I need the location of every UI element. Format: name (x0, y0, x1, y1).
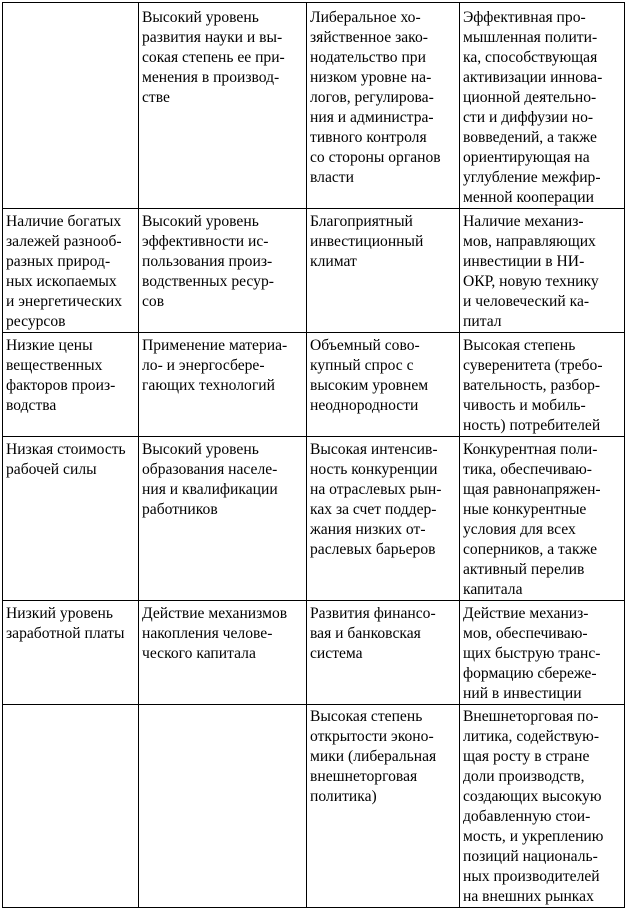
table-cell: Либеральное хо- зяйственное зако- нодательство при низком уровне на- логов, регулирова- ния и администра- тивного контроля со стороны органов власти (307, 3, 460, 209)
table-cell: Применение материа- ло- и энергосбере- гающих технологий (139, 333, 307, 437)
table-cell: Высокая интенсив- ность конкуренции на отраслевых рын- ках за счет поддер- жания низких от- раслевых барьеров (307, 437, 460, 601)
table-cell: Высокий уровень развития науки и вы- сокая степень ее при- менения в производ- стве (139, 3, 307, 209)
table-cell (3, 3, 139, 209)
table-row (3, 333, 625, 437)
table-row (3, 209, 625, 333)
table-cell: Низкие цены вещественных факторов произ- водства (3, 333, 139, 437)
table-cell: Высокая степень суверенитета (требо- вательность, разбор- чивость и мобиль- ность) потребителей (460, 333, 625, 437)
table-cell: Наличие механиз- мов, направляющих инвестиции в НИ- ОКР, новую технику и человеческий ка- питал (460, 209, 625, 333)
table-cell: Благоприятный инвестиционный климат (307, 209, 460, 333)
table-row (3, 3, 625, 209)
table-cell: Внешнеторговая по- литика, содействую- щая росту в стране доли производств, создающих высокую добавленную стои- мость, и укреплению позиций националь- ных производителей на внешних рынках (460, 705, 625, 908)
table-cell: Действие механиз- мов, обеспечиваю- щих быструю транс- формацию сбереже- ний в инвестиции (460, 601, 625, 705)
table-row (3, 601, 625, 705)
competitiveness-factors-table (2, 2, 625, 908)
table-cell (3, 705, 139, 908)
table-cell: Развития финансо- вая и банковская система (307, 601, 460, 705)
table-cell: Высокий уровень эффективности ис- пользования произ- водственных ресур- сов (139, 209, 307, 333)
table-cell: Высокий уровень образования населе- ния и квалификации работников (139, 437, 307, 601)
table-cell (139, 705, 307, 908)
table-cell: Наличие богатых залежей разнооб- разных природ- ных ископаемых и энергетических ресурсов (3, 209, 139, 333)
table-row (3, 705, 625, 908)
table-cell: Низкий уровень заработной платы (3, 601, 139, 705)
table-cell: Эффективная про- мышленная полити- ка, способствующая активизации иннова- ционной деятельно- сти и диффузии но- вовведений, а также ориентирующая на углубление межфир- менной кооперации (460, 3, 625, 209)
table-cell: Высокая степень открытости эконо- мики (либеральная внешнеторговая политика) (307, 705, 460, 908)
table-cell: Конкурентная поли- тика, обеспечиваю- щая равнонапряжен- ные конкурентные условия для всех соперников, а также активный перелив капитала (460, 437, 625, 601)
table-row (3, 437, 625, 601)
table-cell: Объемный сово- купный спрос с высоким уровнем неоднородности (307, 333, 460, 437)
table-cell: Низкая стоимость рабочей силы (3, 437, 139, 601)
table-cell: Действие механизмов накопления челове- ческого капитала (139, 601, 307, 705)
